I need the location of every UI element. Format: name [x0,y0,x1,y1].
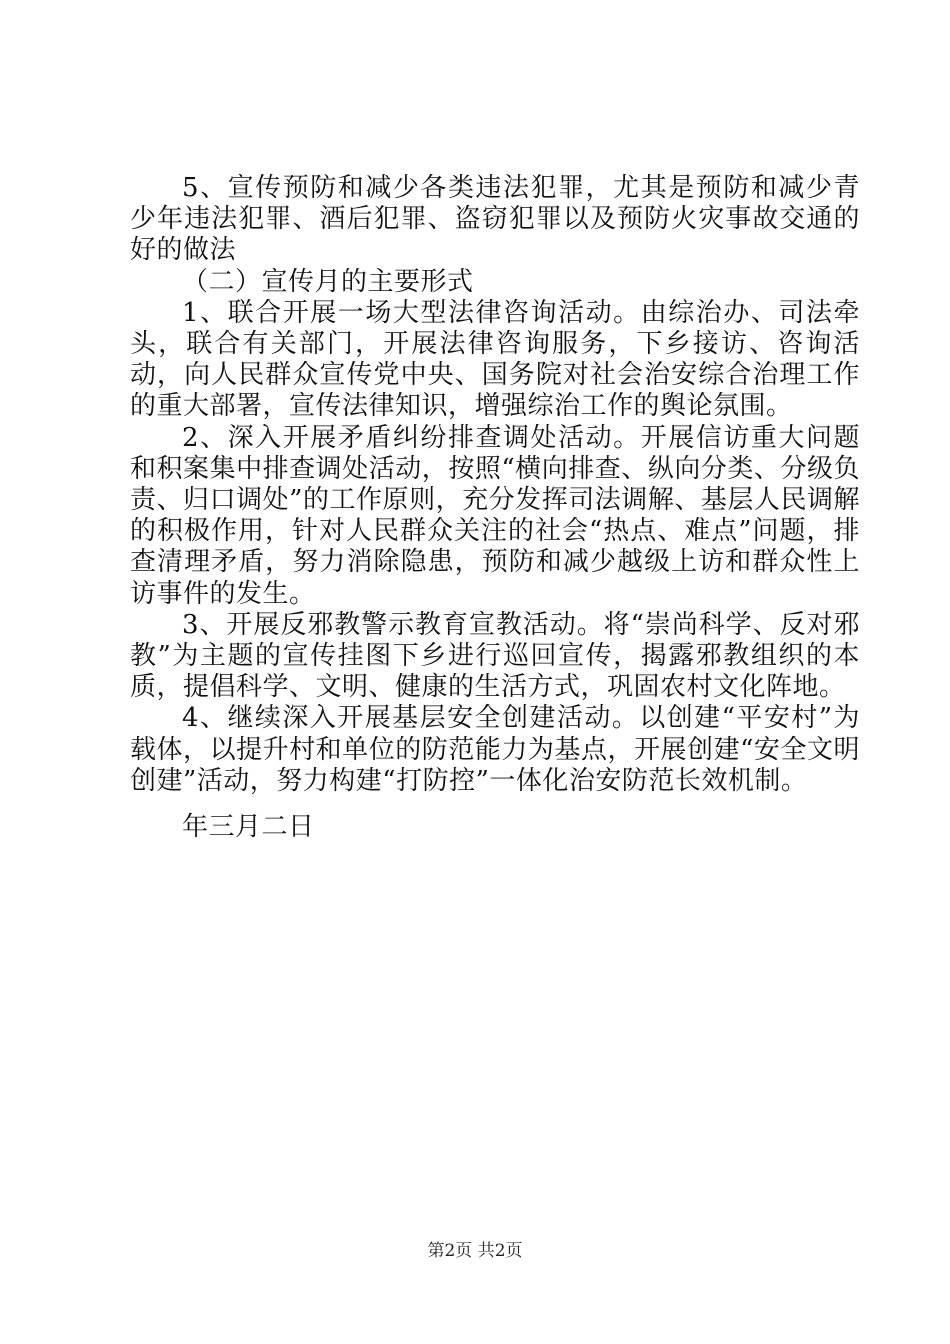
paragraph-legal-consultation: 1、联合开展一场大型法律咨询活动。由综治办、司法牵头，联合有关部门，开展法律咨询服务，下乡接访、咨询活动，向人民群众宣传党中央、国务院对社会治安综合治理工作的重大部署，宣传法律知识，增强综治工作的舆论氛围。 [130,297,860,422]
paragraph-safety-creation: 4、继续深入开展基层安全创建活动。以创建“平安村”为载体，以提升村和单位的防范能力为基点，开展创建“安全文明创建”活动，努力构建“打防控”一体化治安防范长效机制。 [130,703,860,796]
paragraph-item-5: 5、宣传预防和减少各类违法犯罪，尤其是预防和减少青少年违法犯罪、酒后犯罪、盗窃犯罪以及预防火灾事故交通的好的做法 [130,173,860,266]
paragraph-anti-cult-education: 3、开展反邪教警示教育宣教活动。将“崇尚科学、反对邪教”为主题的宣传挂图下乡进行巡回宣传，揭露邪教组织的本质，提倡科学、文明、健康的生活方式，巩固农村文化阵地。 [130,609,860,703]
page-footer: 第2页 共2页 [427,1241,523,1261]
document-date: 年三月二日 [182,812,315,842]
paragraph-dispute-mediation: 2、深入开展矛盾纠纷排查调处活动。开展信访重大问题和积案集中排查调处活动，按照“横向排查、纵向分类、分级负责、归口调处”的工作原则，充分发挥司法调解、基层人民调解的积极作用，针对人民群众关注的社会“热点、难点”问题，排查清理矛盾，努力消除隐患，预防和减少越级上访和群众性上访事件的发生。 [130,422,860,609]
document-body [130,173,860,797]
section-heading: （二）宣传月的主要形式 [182,266,474,297]
